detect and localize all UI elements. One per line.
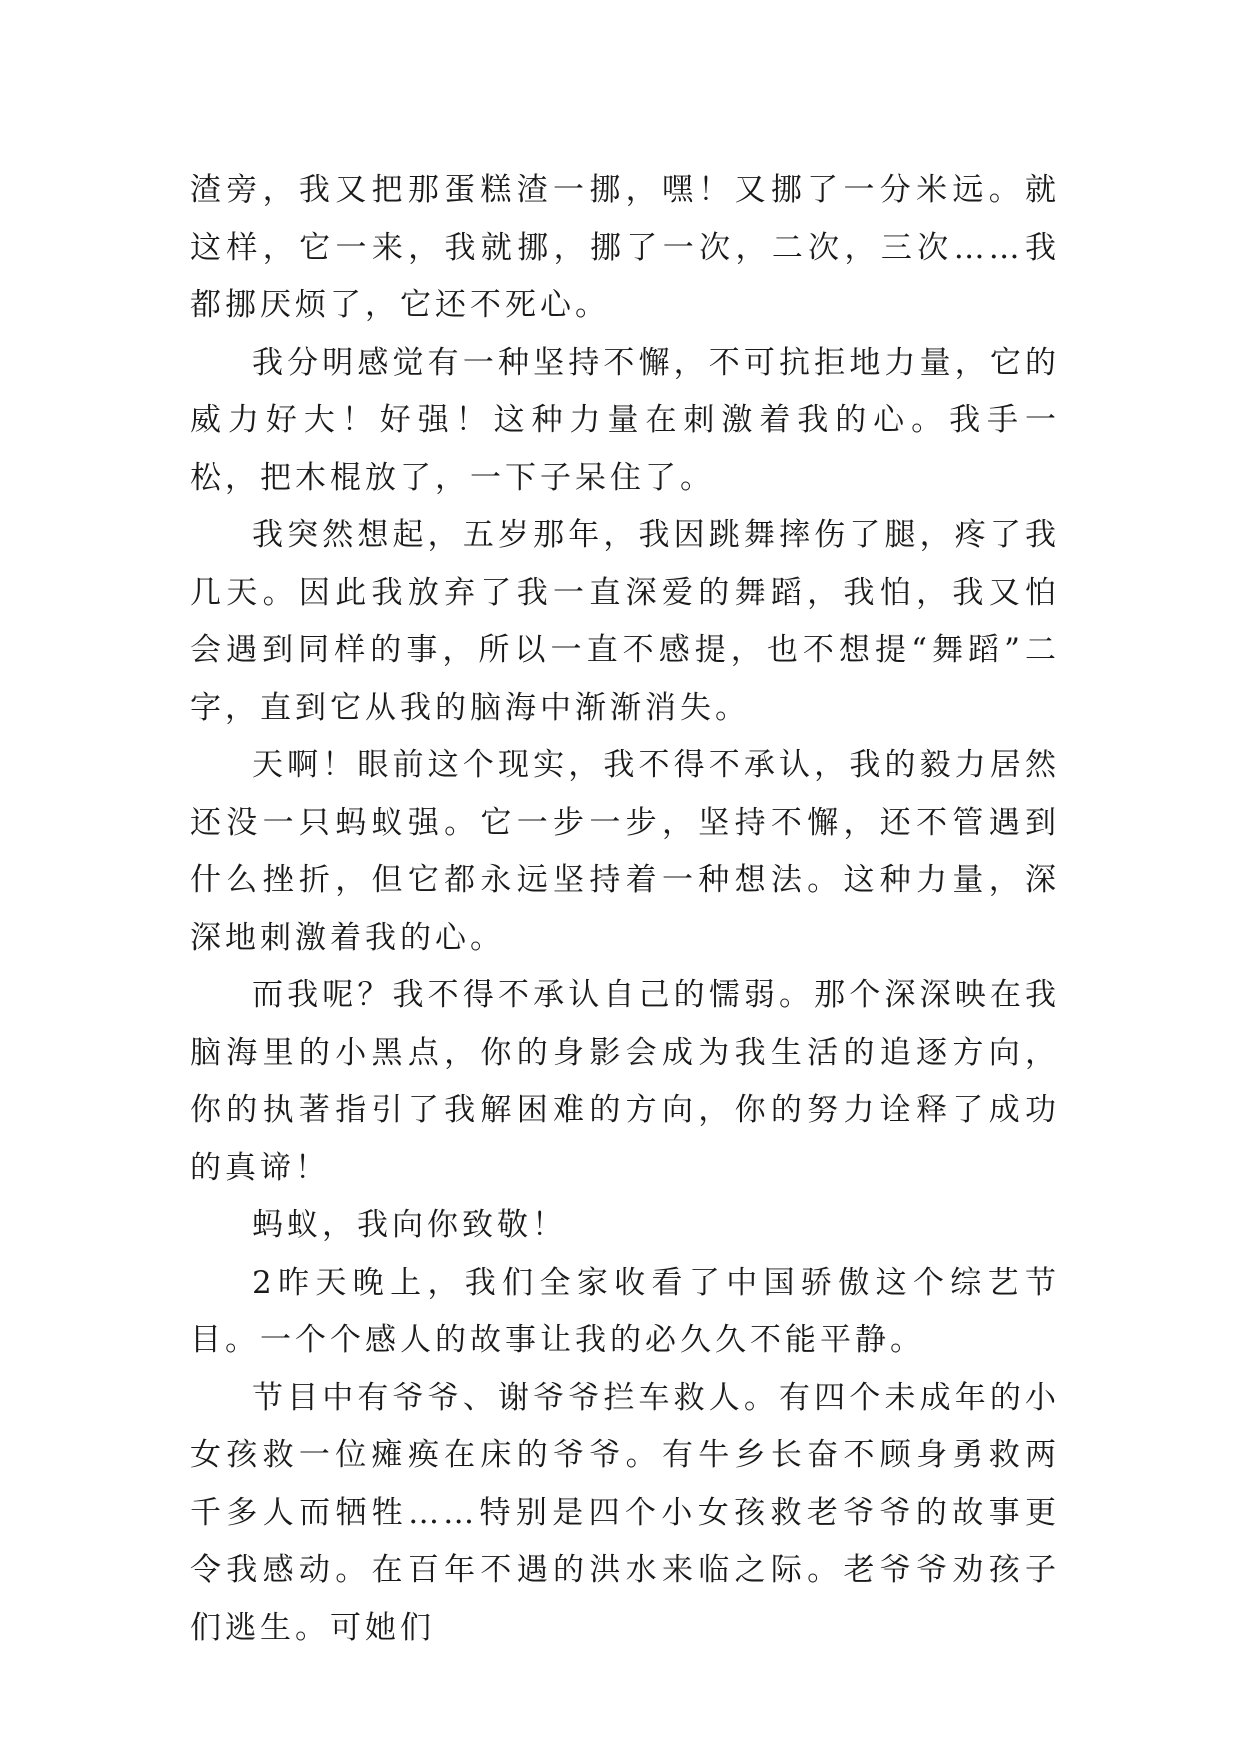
paragraph: 蚂蚁，我向你致敬！ <box>252 1207 567 1243</box>
paragraph: 2昨天晚上，我们全家收看了中国骄傲这个综艺节目。一个个感人的故事让我的必久久不能平静。 <box>190 1264 1060 1358</box>
paragraph: 我分明感觉有一种坚持不懈，不可抗拒地力量，它的威力好大！好强！这种力量在刺激着我的心。我手一松，把木棍放了，一下子呆住了。 <box>190 344 1060 496</box>
paragraph: 我突然想起，五岁那年，我因跳舞摔伤了腿，疼了我几天。因此我放弃了我一直深爱的舞蹈，我怕，我又怕会遇到同样的事，所以一直不感提，也不想提“舞蹈”二字，直到它从我的脑海中渐渐消失。 <box>190 517 1060 726</box>
paragraph: 而我呢？我不得不承认自己的懦弱。那个深深映在我脑海里的小黑点，你的身影会成为我生活的追逐方向，你的执著指引了我解困难的方向，你的努力诠释了成功的真谛！ <box>190 977 1060 1186</box>
paragraph: 节目中有爷爷、谢爷爷拦车救人。有四个未成年的小女孩救一位瘫痪在床的爷爷。有牛乡长奋不顾身勇救两千多人而牺牲……特别是四个小女孩救老爷爷的故事更令我感动。在百年不遇的洪水来临之际。老爷爷劝孩子们逃生。可她们 <box>190 1379 1060 1646</box>
paragraph: 天啊！眼前这个现实，我不得不承认，我的毅力居然还没一只蚂蚁强。它一步一步，坚持不懈，还不管遇到什么挫折，但它都永远坚持着一种想法。这种力量，深深地刺激着我的心。 <box>190 747 1060 956</box>
paragraph: 渣旁，我又把那蛋糕渣一挪，嘿！又挪了一分米远。就这样，它一来，我就挪，挪了一次，二次，三次……我都挪厌烦了，它还不死心。 <box>190 172 1060 323</box>
document-body <box>190 162 1060 1657</box>
